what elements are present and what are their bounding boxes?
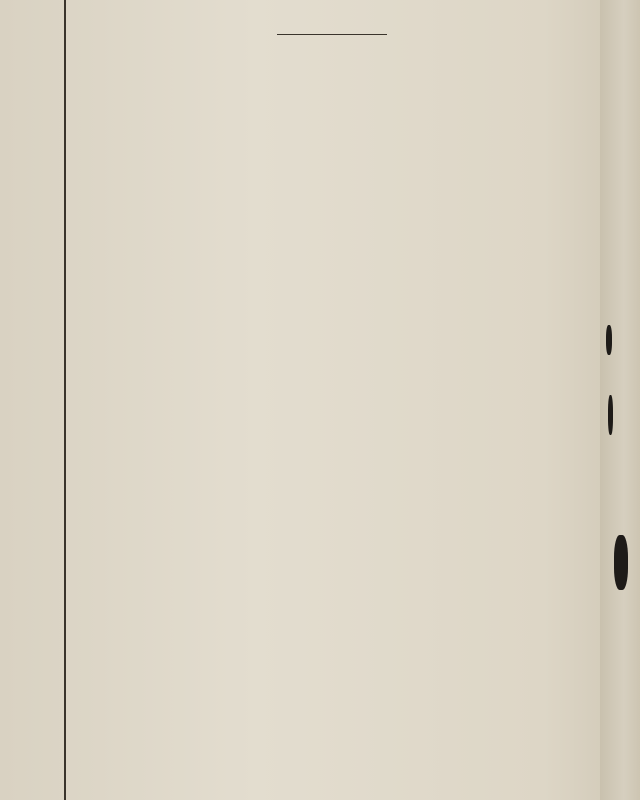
ink-mark <box>606 325 612 355</box>
heading-rule <box>277 34 387 35</box>
page-edge <box>600 0 640 800</box>
article-column <box>72 0 592 800</box>
column-rule <box>64 0 66 800</box>
ink-mark <box>608 395 613 435</box>
left-column-fragments <box>0 0 60 800</box>
ink-mark <box>614 535 628 590</box>
